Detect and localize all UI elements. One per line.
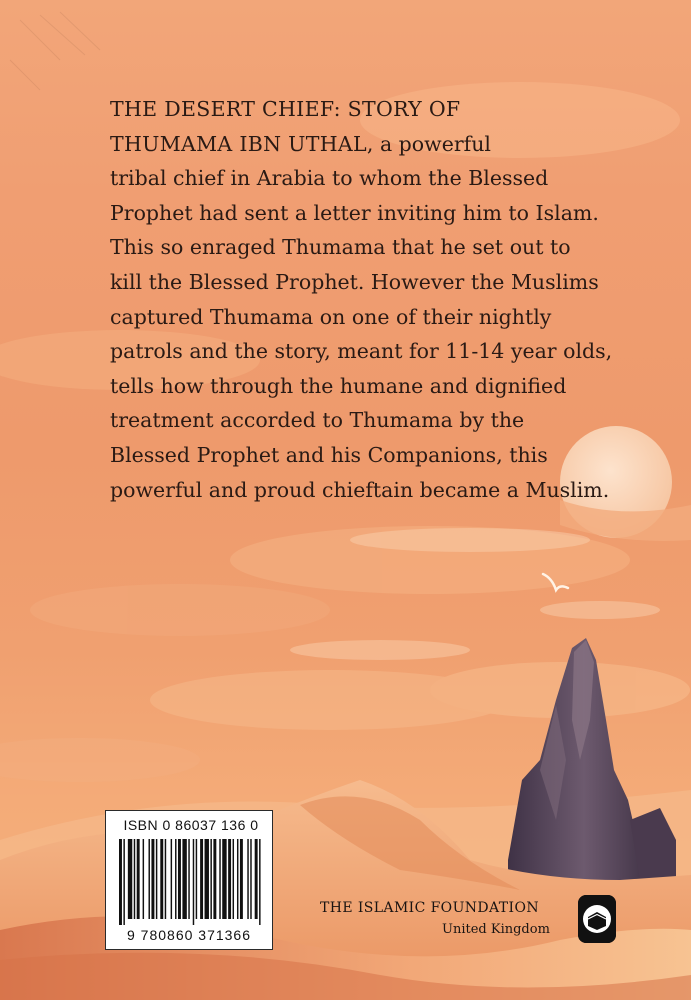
description-line: patrols and the story, meant for 11-14 year olds, xyxy=(110,339,613,364)
description-line: captured Thumama on one of their nightly xyxy=(110,304,552,329)
description-line: Prophet had sent a letter inviting him to Islam. xyxy=(110,200,599,225)
description-line xyxy=(110,92,670,127)
publisher-imprint xyxy=(320,900,560,937)
description-line: tells how through the humane and dignified xyxy=(110,373,567,398)
description-line: tribal chief in Arabia to whom the Blessed xyxy=(110,166,549,191)
description-line: kill the Blessed Prophet. However the Muslims xyxy=(110,269,599,294)
book-description xyxy=(110,92,670,507)
description-line: powerful and proud chieftain became a Muslim. xyxy=(110,477,610,502)
barcode-panel xyxy=(105,810,273,950)
isbn-label: ISBN 0 86037 136 0 xyxy=(123,817,259,833)
publisher-country: United Kingdom xyxy=(442,922,550,937)
barcode-icon xyxy=(119,839,265,925)
book-title-part: THUMAMA IBN UTHAL xyxy=(110,131,367,156)
description-line xyxy=(110,127,670,162)
book-title-part: THE DESERT CHIEF: STORY OF xyxy=(110,97,461,121)
barcode-digits: 9 780860 371366 xyxy=(127,927,251,943)
description-line: This so enraged Thumama that he set out to xyxy=(110,235,571,260)
description-line: Blessed Prophet and his Companions, this xyxy=(110,442,548,467)
description-line: treatment accorded to Thumama by the xyxy=(110,408,525,433)
kaaba-logo-icon xyxy=(578,895,616,943)
publisher-name: THE ISLAMIC FOUNDATION xyxy=(320,900,539,916)
description-text: , a powerful xyxy=(366,131,491,156)
